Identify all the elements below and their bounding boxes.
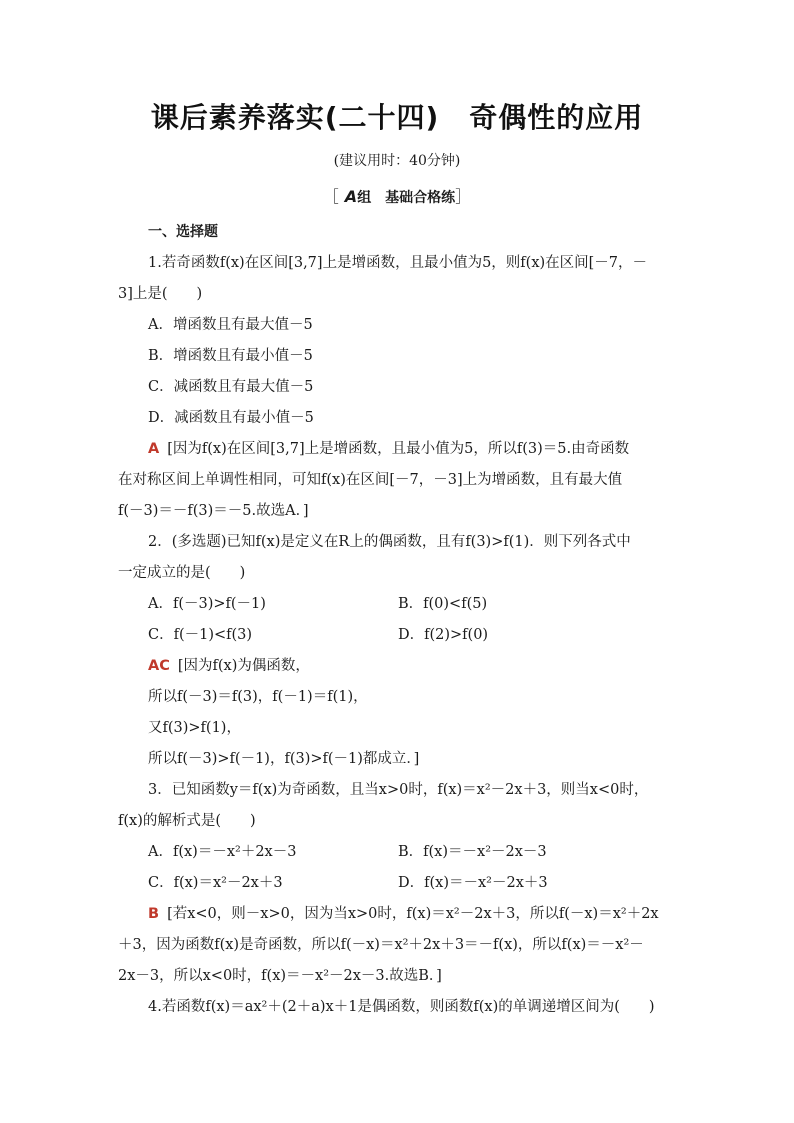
q1-stem-line2: 3]上是( )	[118, 286, 203, 302]
q2-option-b: B．f(0)<f(5)	[398, 596, 488, 612]
title-main: 课后素养落实(二十四)	[150, 101, 440, 134]
q3-option-a: A．f(x)＝－x²＋2x－3	[148, 844, 297, 860]
q3-stem-line1: 3．已知函数y＝f(x)为奇函数，且当x>0时，f(x)＝x²－2x＋3，则当x<0时，	[148, 782, 649, 798]
q1-stem-line1: 1.若奇函数f(x)在区间[3,7]上是增函数，且最小值为5，则f(x)在区间[－7，－	[148, 255, 648, 271]
q1-answer-label: A	[148, 441, 160, 457]
suggested-time: (建议用时：40分钟)	[333, 153, 461, 169]
q1-explain-line3: f(－3)＝－f(3)＝－5.故选A．]	[118, 503, 309, 519]
question-content	[118, 217, 676, 1023]
q3-answer-text: [若x<0，则－x>0，因为当x>0时，f(x)＝x²－2x＋3，所以f(－x)＝x²＋2x	[167, 906, 659, 922]
q2-answer-label: AC	[148, 658, 170, 674]
q4-stem-line1: 4.若函数f(x)＝ax²＋(2＋a)x＋1是偶函数，则函数f(x)的单调递增区间为( )	[148, 999, 655, 1015]
q2-answer-text: [因为f(x)为偶函数，	[177, 658, 310, 674]
group-label: 组 基础合格练	[357, 190, 456, 206]
page-title	[0, 96, 794, 136]
q2-answer	[118, 651, 676, 682]
q2-option-c: C．f(－1)<f(3)	[148, 627, 253, 643]
group-letter: A	[344, 187, 358, 206]
q3-options-row2	[118, 868, 676, 899]
q2-options-row2	[118, 620, 676, 651]
q1-option-d: D．减函数且有最小值－5	[148, 410, 314, 426]
q3-explain-line3: 2x－3，所以x<0时，f(x)＝－x²－2x－3.故选B．]	[118, 968, 442, 984]
q2-stem-line2: 一定成立的是( )	[118, 565, 246, 581]
q2-stem-line1: 2．(多选题)已知f(x)是定义在R上的偶函数，且有f(3)>f(1)．则下列各式中	[148, 534, 631, 550]
q1-option-c: C．减函数且有最大值－5	[148, 379, 314, 395]
q3-answer-label: B	[148, 906, 160, 922]
q3-answer	[118, 899, 676, 930]
q1-explain-line2: 在对称区间上单调性相同，可知f(x)在区间[－7，－3]上为增函数，且有最大值	[118, 472, 623, 488]
q3-option-c: C．f(x)＝x²－2x＋3	[148, 875, 283, 891]
q3-option-d: D．f(x)＝－x²－2x＋3	[398, 875, 548, 891]
title-topic: 奇偶性的应用	[469, 101, 644, 134]
group-bracket-close: ］	[455, 187, 472, 206]
q3-stem-line2: f(x)的解析式是( )	[118, 813, 256, 829]
q2-option-a: A．f(－3)>f(－1)	[148, 596, 266, 612]
q2-option-d: D．f(2)>f(0)	[398, 627, 489, 643]
q3-options-row1	[118, 837, 676, 868]
q1-answer	[118, 434, 676, 465]
group-bracket-open: ［	[322, 187, 339, 206]
q1-answer-text: [因为f(x)在区间[3,7]上是增函数，且最小值为5，所以f(3)＝5.由奇函数	[167, 441, 630, 457]
q2-options-row1	[118, 589, 676, 620]
section-title: 一、选择题	[148, 224, 218, 240]
q1-option-b: B．增函数且有最小值－5	[148, 348, 313, 364]
q2-explain-line4: 所以f(－3)>f(－1)，f(3)>f(－1)都成立．]	[148, 751, 420, 767]
q2-explain-line2: 所以f(－3)＝f(3)，f(－1)＝f(1)，	[148, 689, 368, 705]
q3-option-b: B．f(x)＝－x²－2x－3	[398, 844, 547, 860]
q2-explain-line3: 又f(3)>f(1)，	[148, 720, 241, 736]
group-heading	[0, 184, 794, 207]
q1-option-a: A．增函数且有最大值－5	[148, 317, 313, 333]
q3-explain-line2: ＋3，因为函数f(x)是奇函数，所以f(－x)＝x²＋2x＋3＝－f(x)，所以f(x)＝－x²－	[118, 937, 644, 953]
